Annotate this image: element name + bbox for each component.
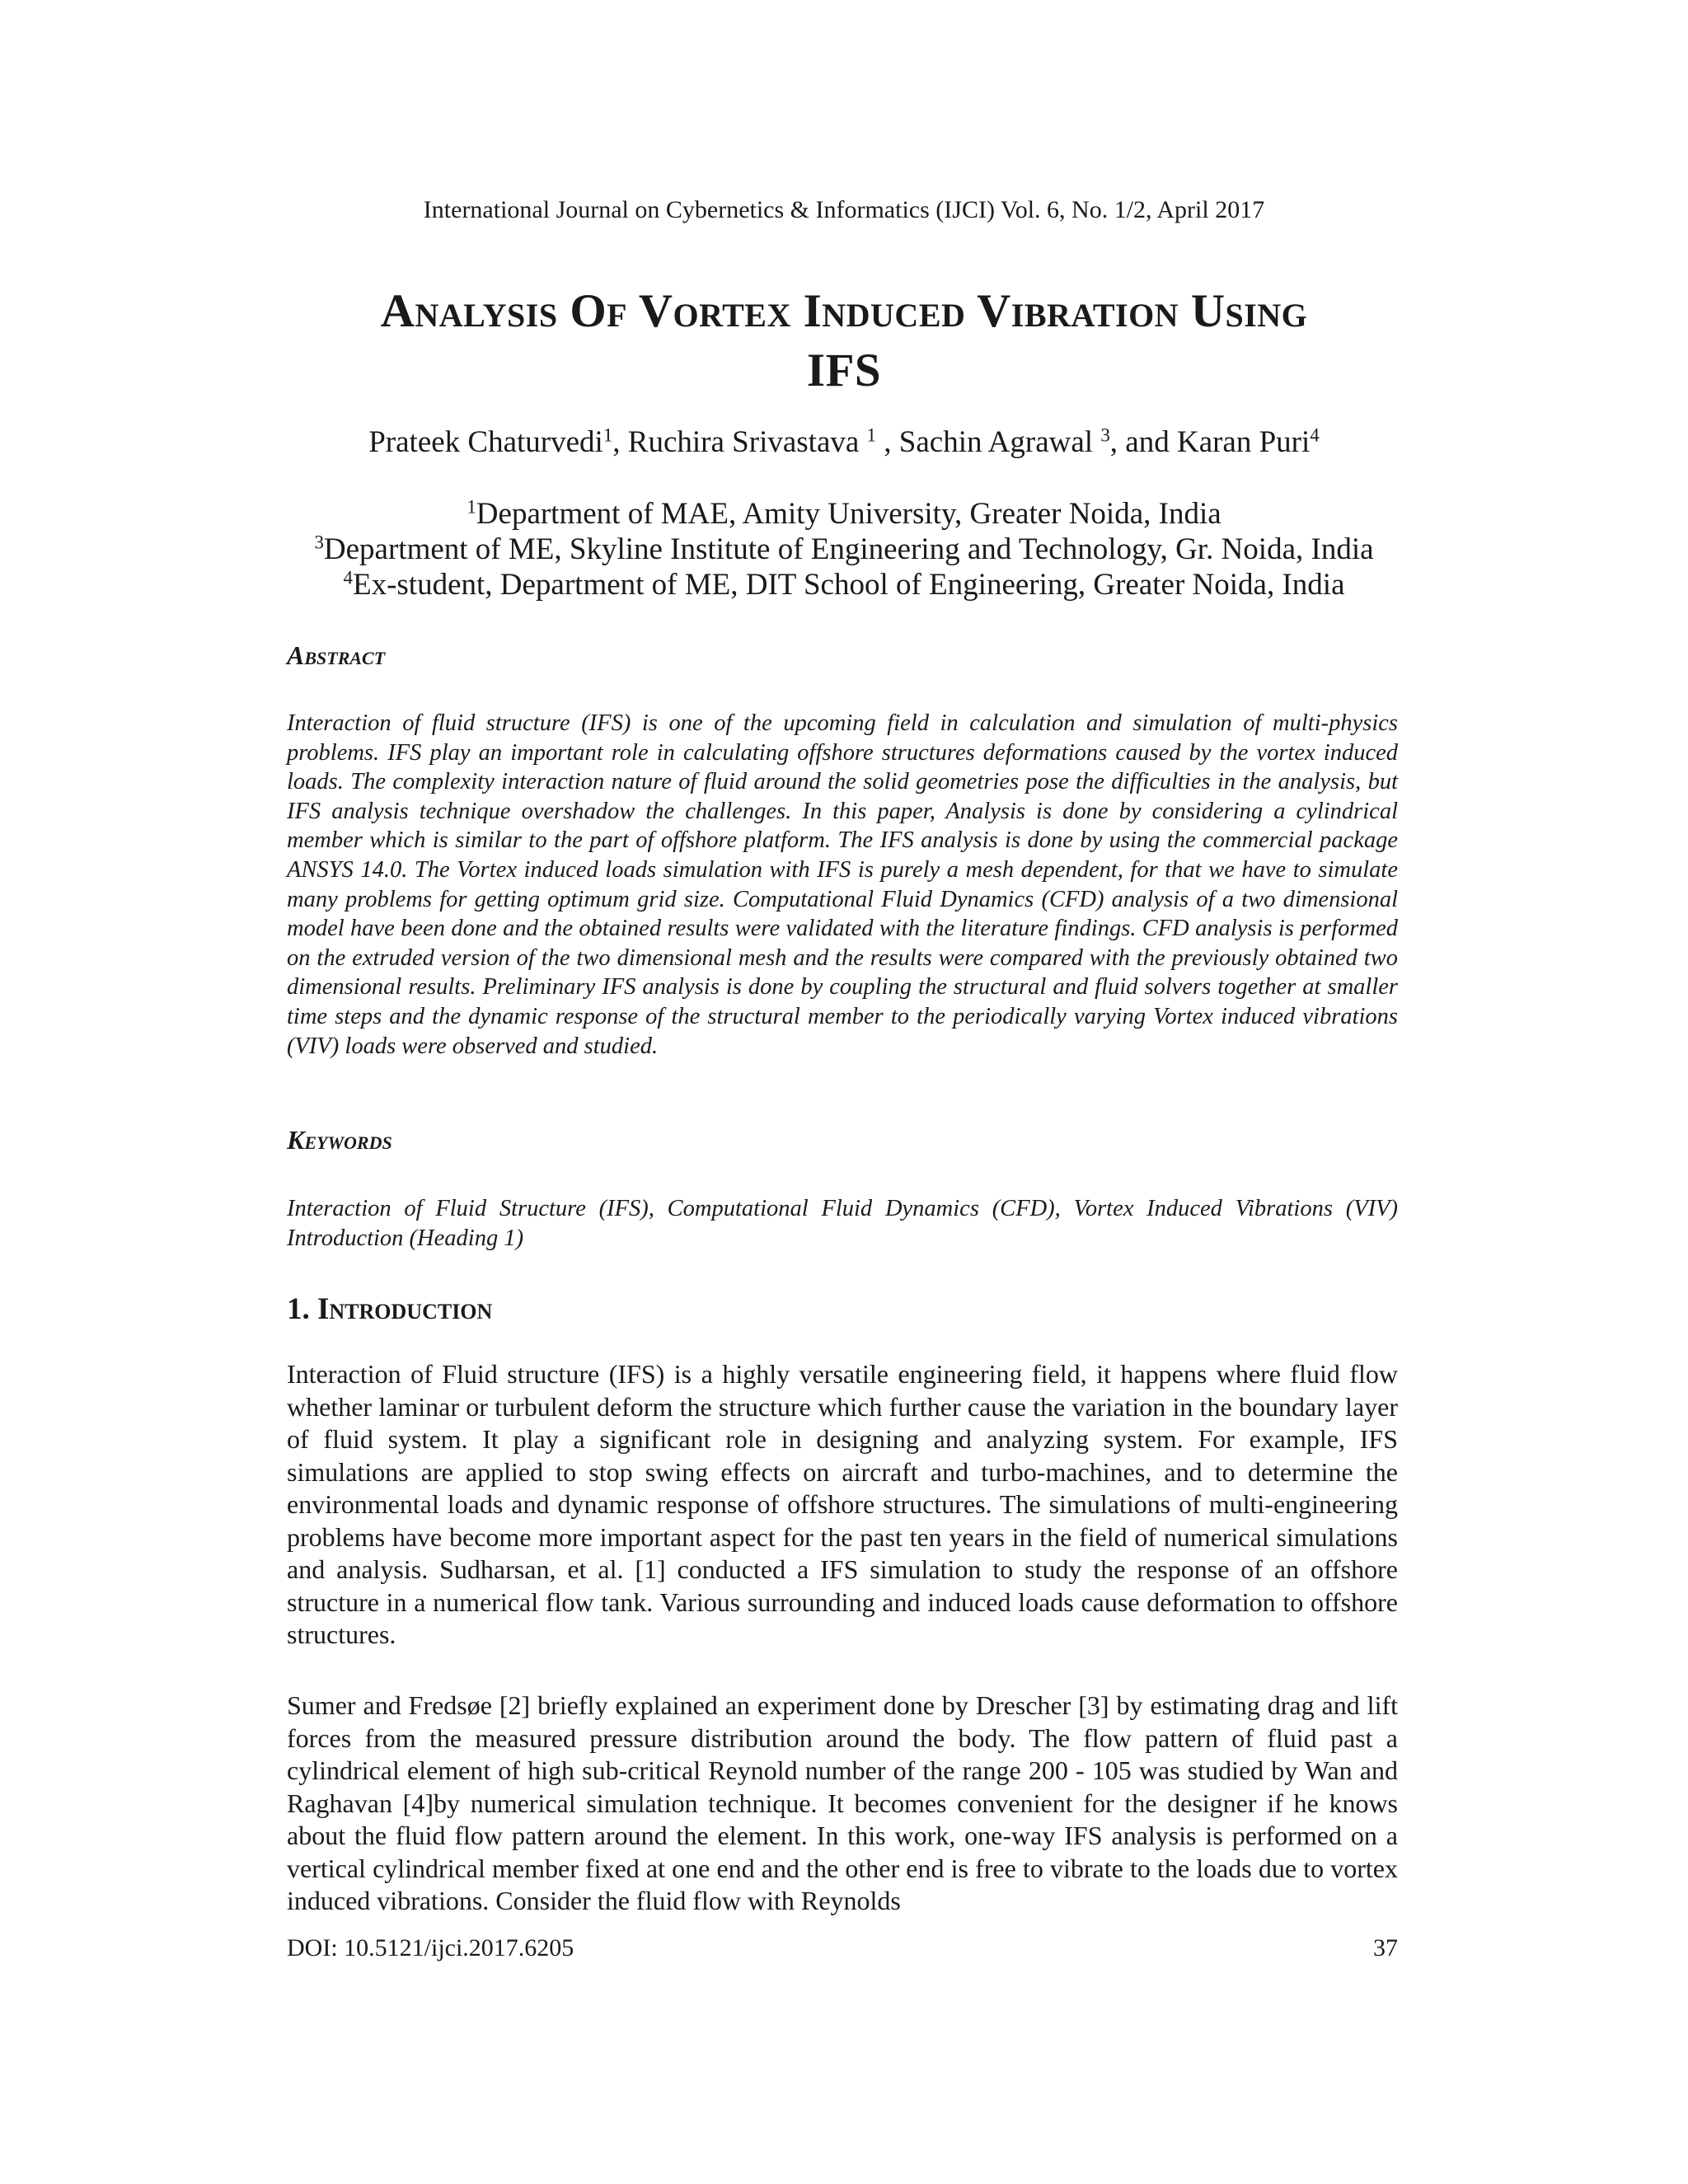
affiliation-text: Department of ME, Skyline Institute of Engineering and Technology, Gr. Noida, India [323, 532, 1374, 566]
affiliation-mark: 3 [314, 532, 324, 553]
affiliation-line [0, 532, 1688, 567]
keywords-text: Interaction of Fluid Structure (IFS), Computational Fluid Dynamics (CFD), Vortex Induced Vibrations (VIV) Introduction (Heading 1) [287, 1196, 1398, 1251]
affiliation-mark: 4 [343, 567, 353, 588]
author-affiliation-mark: 1 [603, 424, 613, 446]
journal-header: International Journal on Cybernetics & Informatics (IJCI) Vol. 6, No. 1/2, April 2017 [423, 196, 1265, 223]
affiliation-text: Department of MAE, Amity University, Greater Noida, India [476, 497, 1221, 531]
author-name: Karan Puri [1176, 425, 1311, 459]
author-name: Ruchira Srivastava [627, 425, 867, 459]
keywords-heading: Keywords [287, 1125, 392, 1155]
affiliation-line [0, 496, 1688, 532]
introduction-paragraph-1: Interaction of Fluid structure (IFS) is a highly versatile engineering field, it happens where fluid flow whether laminar or turbulent deform the structure which further cause the variation in the boundary layer of fluid system. It play a significant role in designing and analyzing system. For example, IFS simulations are applied to stop swing effects on aircraft and turbo-machines, and to determine the environmental loads and dynamic response of offshore structures. The simulations of multi-engineering problems have become more important aspect for the past ten years in the field of numerical simulations and analysis. Sudharsan, et al. [1] conducted a IFS simulation to study the response of an offshore structure in a numerical flow tank. Various surrounding and induced loads cause deformation to offshore structures. [287, 1359, 1398, 1649]
author-name: Prateek Chaturvedi [368, 425, 603, 459]
author-separator: , [612, 425, 628, 459]
author-list [0, 424, 1688, 460]
author-name: Sachin Agrawal [898, 425, 1101, 459]
page-number: 37 [1373, 1934, 1398, 1961]
author-affiliation-mark: 4 [1310, 424, 1320, 446]
affiliation-mark: 1 [467, 496, 476, 518]
introduction-heading: 1. Introduction [287, 1292, 493, 1326]
title-line-1: Analysis Of Vortex Induced Vibration Using [380, 285, 1308, 337]
affiliation-line [0, 567, 1688, 602]
introduction-paragraph-2: Sumer and Fredsøe [2] briefly explained an experiment done by Drescher [3] by estimating drag and lift forces from the measured pressure distribution around the body. The flow pattern of fluid past a cylindrical element of high sub-critical Reynold number of the range 200 - 105 was studied by Wan and Raghavan [4]by numerical simulation technique. It becomes convenient for the designer if he knows about the fluid flow pattern around the element. In this work, one-way IFS analysis is performed on a vertical cylindrical member fixed at one end and the other end is free to vibrate to the loads due to vortex induced vibrations. Consider the fluid flow with Reynolds [287, 1690, 1398, 1915]
doi-footer: DOI: 10.5121/ijci.2017.6205 [287, 1934, 574, 1961]
affiliation-text: Ex-student, Department of ME, DIT School of Engineering, Greater Noida, India [352, 568, 1345, 602]
author-separator: , [876, 425, 899, 459]
paper-title [247, 282, 1441, 401]
affiliation-list [0, 496, 1688, 602]
author-separator: , and [1109, 425, 1177, 459]
abstract-text: Interaction of fluid structure (IFS) is one of the upcoming field in calculation and simulation of multi-physics problems. IFS play an important role in calculating offshore structures deformations caused by the vortex induced loads. The complexity interaction nature of fluid around the solid geometries pose the difficulties in the analysis, but IFS analysis technique overshadow the challenges. In this paper, Analysis is done by considering a cylindrical member which is similar to the part of offshore platform. The IFS analysis is done by using the commercial package ANSYS 14.0. The Vortex induced loads simulation with IFS is purely a mesh dependent, for that we have to simulate many problems for getting optimum grid size. Computational Fluid Dynamics (CFD) analysis of a two dimensional model have been done and the obtained results were validated with the literature findings. CFD analysis is performed on the extruded version of the two dimensional mesh and the results were compared with the previously obtained two dimensional results. Preliminary IFS analysis is done by coupling the structural and fluid solvers together at smaller time steps and the dynamic response of the structural member to the periodically varying Vortex induced vibrations (VIV) loads were observed and studied. [287, 710, 1398, 1059]
author-affiliation-mark: 3 [1100, 424, 1110, 446]
title-line-2: IFS [806, 344, 882, 396]
author-affiliation-mark: 1 [866, 424, 877, 446]
abstract-heading: Abstract [287, 640, 386, 670]
